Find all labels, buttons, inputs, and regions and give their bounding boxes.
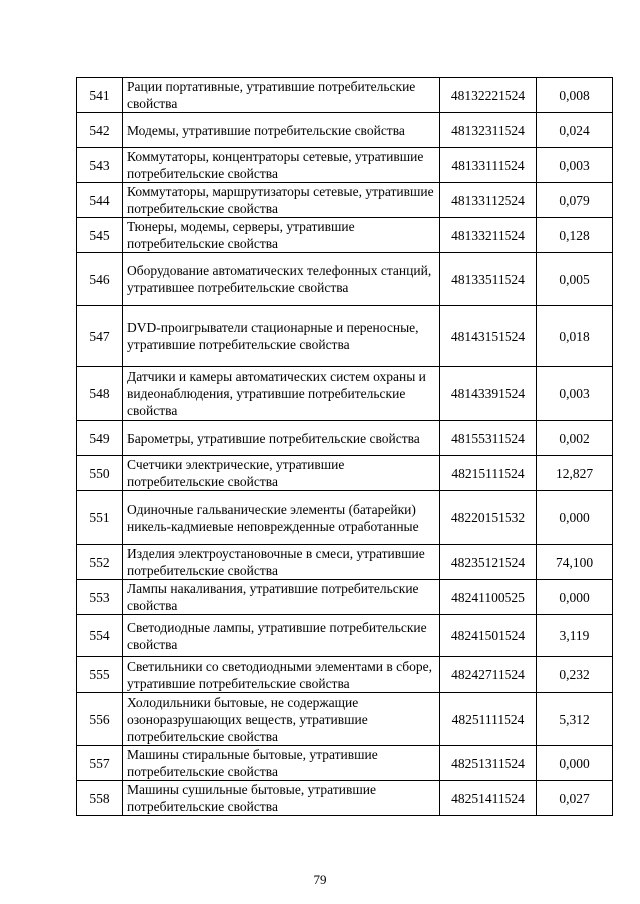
row-number: 548	[77, 367, 123, 421]
item-name: Барометры, утратившие потребительские свойства	[123, 421, 440, 456]
item-value: 0,008	[537, 78, 613, 113]
item-name: DVD-проигрыватели стационарные и переносные, утратившие потребительские свойства	[123, 306, 440, 367]
table-row	[77, 306, 613, 367]
row-number: 558	[77, 781, 123, 816]
row-number: 542	[77, 113, 123, 148]
item-code: 48132311524	[440, 113, 537, 148]
item-name: Тюнеры, модемы, серверы, утратившие потребительские свойства	[123, 218, 440, 253]
item-value: 0,003	[537, 148, 613, 183]
row-number: 553	[77, 580, 123, 615]
item-value: 0,002	[537, 421, 613, 456]
item-code: 48133511524	[440, 253, 537, 306]
item-code: 48133112524	[440, 183, 537, 218]
item-name: Машины стиральные бытовые, утратившие потребительские свойства	[123, 746, 440, 781]
row-number: 554	[77, 615, 123, 657]
item-code: 48241100525	[440, 580, 537, 615]
item-code: 48220151532	[440, 491, 537, 545]
item-value: 0,003	[537, 367, 613, 421]
item-code: 48235121524	[440, 545, 537, 580]
item-code: 48133211524	[440, 218, 537, 253]
table-row	[77, 580, 613, 615]
item-value: 0,005	[537, 253, 613, 306]
item-value: 74,100	[537, 545, 613, 580]
item-code: 48132221524	[440, 78, 537, 113]
table-row	[77, 545, 613, 580]
row-number: 541	[77, 78, 123, 113]
row-number: 549	[77, 421, 123, 456]
item-name: Светодиодные лампы, утратившие потребительские свойства	[123, 615, 440, 657]
item-name: Рации портативные, утратившие потребительские свойства	[123, 78, 440, 113]
table-row	[77, 218, 613, 253]
row-number: 551	[77, 491, 123, 545]
item-name: Светильники со светодиодными элементами в сборе, утратившие потребительские свойства	[123, 657, 440, 693]
item-name: Изделия электроустановочные в смеси, утратившие потребительские свойства	[123, 545, 440, 580]
row-number: 557	[77, 746, 123, 781]
item-code: 48215111524	[440, 456, 537, 491]
item-value: 0,128	[537, 218, 613, 253]
table-row	[77, 746, 613, 781]
item-code: 48133111524	[440, 148, 537, 183]
table-row	[77, 113, 613, 148]
item-name: Коммутаторы, маршрутизаторы сетевые, утратившие потребительские свойства	[123, 183, 440, 218]
item-name: Лампы накаливания, утратившие потребительские свойства	[123, 580, 440, 615]
item-value: 0,232	[537, 657, 613, 693]
row-number: 555	[77, 657, 123, 693]
row-number: 545	[77, 218, 123, 253]
row-number: 550	[77, 456, 123, 491]
item-code: 48241501524	[440, 615, 537, 657]
table-row	[77, 183, 613, 218]
table-row	[77, 781, 613, 816]
item-name: Одиночные гальванические элементы (батарейки) никель-кадмиевые неповрежденные отработанные	[123, 491, 440, 545]
item-name: Машины сушильные бытовые, утратившие потребительские свойства	[123, 781, 440, 816]
table-row	[77, 148, 613, 183]
waste-table	[76, 77, 613, 816]
table-row	[77, 491, 613, 545]
item-code: 48143151524	[440, 306, 537, 367]
row-number: 547	[77, 306, 123, 367]
item-value: 0,024	[537, 113, 613, 148]
item-value: 0,000	[537, 580, 613, 615]
row-number: 543	[77, 148, 123, 183]
item-name: Оборудование автоматических телефонных станций, утратившее потребительские свойства	[123, 253, 440, 306]
item-name: Модемы, утратившие потребительские свойства	[123, 113, 440, 148]
table-row	[77, 367, 613, 421]
item-value: 0,027	[537, 781, 613, 816]
item-name: Коммутаторы, концентраторы сетевые, утратившие потребительские свойства	[123, 148, 440, 183]
table-row	[77, 693, 613, 746]
table-row	[77, 657, 613, 693]
table-row	[77, 78, 613, 113]
row-number: 546	[77, 253, 123, 306]
table-row	[77, 456, 613, 491]
item-code: 48251111524	[440, 693, 537, 746]
table-row	[77, 615, 613, 657]
item-code: 48242711524	[440, 657, 537, 693]
item-code: 48143391524	[440, 367, 537, 421]
item-code: 48155311524	[440, 421, 537, 456]
item-name: Датчики и камеры автоматических систем охраны и видеонаблюдения, утратившие потребительские свойства	[123, 367, 440, 421]
item-value: 0,018	[537, 306, 613, 367]
item-value: 0,000	[537, 746, 613, 781]
item-code: 48251411524	[440, 781, 537, 816]
item-value: 0,079	[537, 183, 613, 218]
item-name: Холодильники бытовые, не содержащие озоноразрушающих веществ, утратившие потребительские свойства	[123, 693, 440, 746]
row-number: 556	[77, 693, 123, 746]
table-row	[77, 421, 613, 456]
row-number: 544	[77, 183, 123, 218]
item-value: 3,119	[537, 615, 613, 657]
page-number: 79	[313, 872, 327, 887]
item-value: 5,312	[537, 693, 613, 746]
table-row	[77, 253, 613, 306]
item-value: 12,827	[537, 456, 613, 491]
item-code: 48251311524	[440, 746, 537, 781]
row-number: 552	[77, 545, 123, 580]
item-name: Счетчики электрические, утратившие потребительские свойства	[123, 456, 440, 491]
item-value: 0,000	[537, 491, 613, 545]
